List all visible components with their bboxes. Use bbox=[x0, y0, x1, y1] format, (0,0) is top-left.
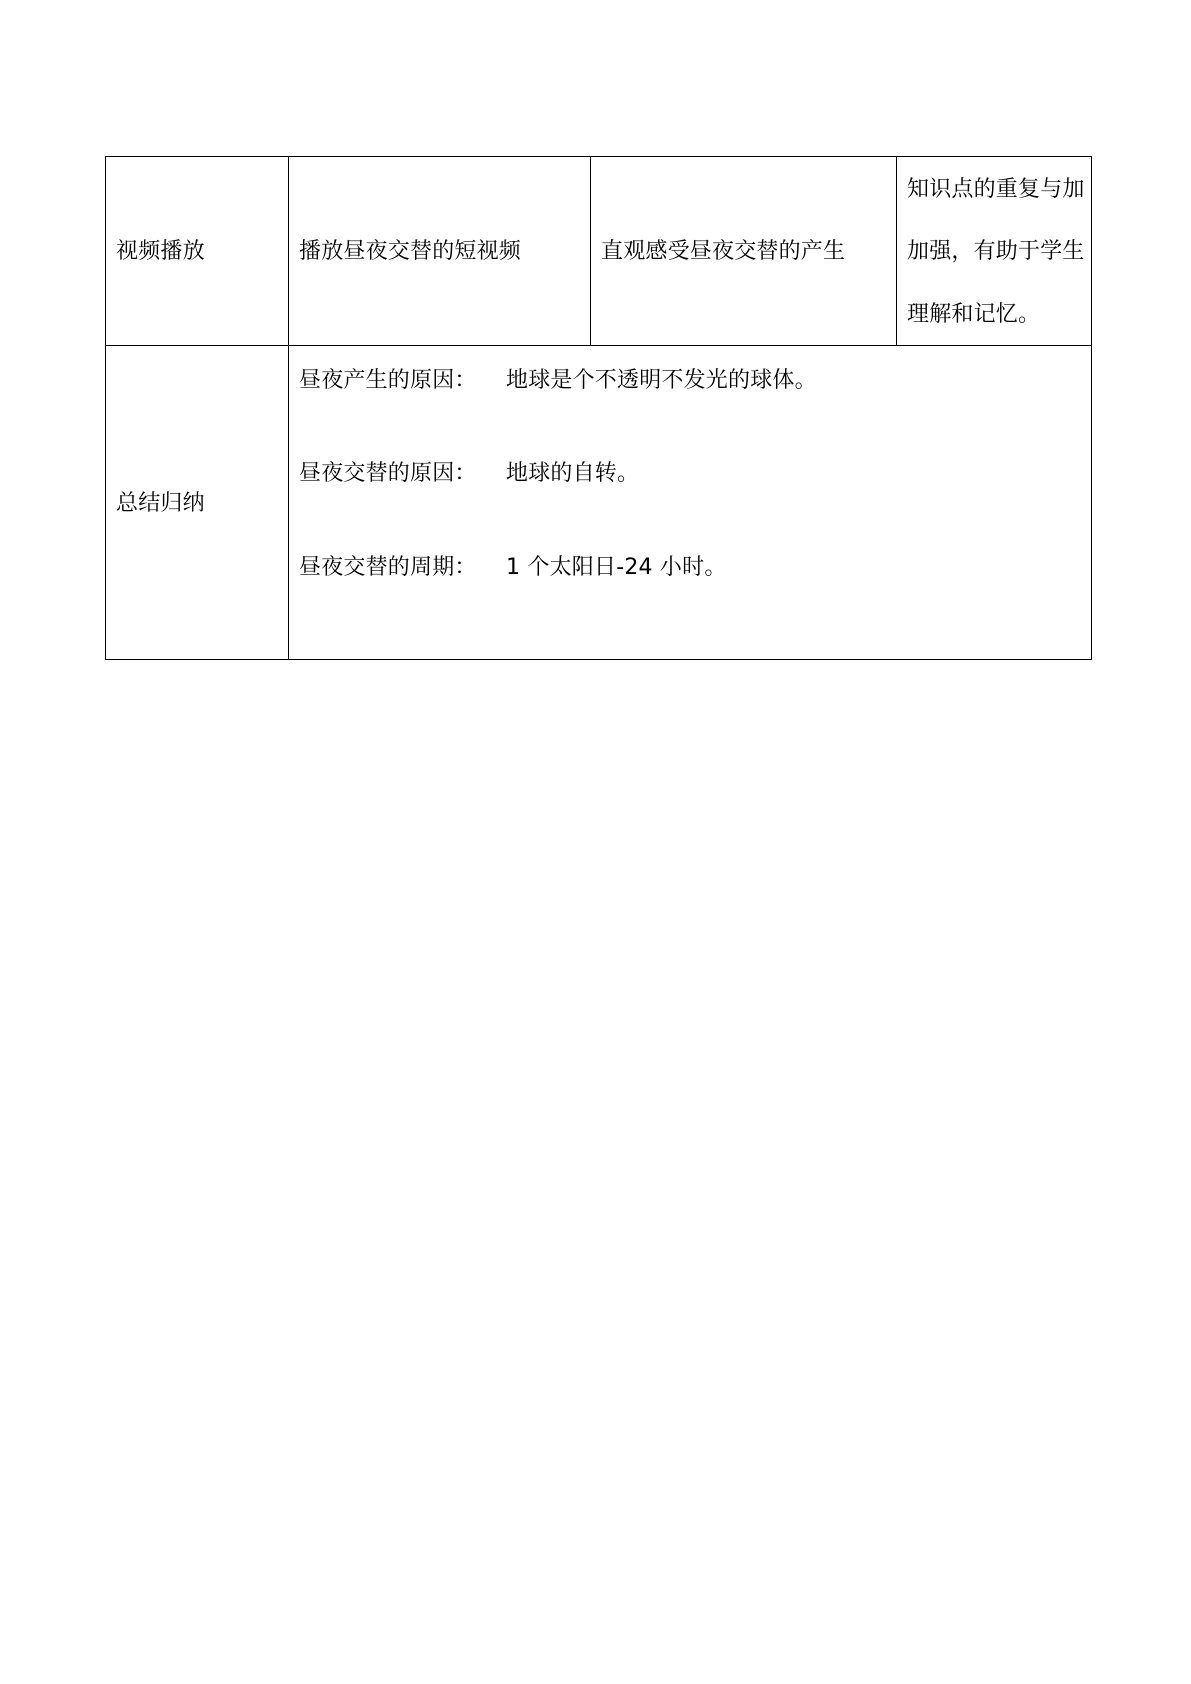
table-col1-divider bbox=[288, 156, 289, 660]
table-left-border bbox=[105, 156, 106, 660]
summary-line1-value: 地球是个不透明不发光的球体。 bbox=[506, 368, 817, 393]
row1-col3-text: 直观感受昼夜交替的产生 bbox=[601, 239, 846, 264]
row1-col2-text: 播放昼夜交替的短视频 bbox=[299, 239, 522, 264]
row1-col1-text: 视频播放 bbox=[116, 239, 205, 264]
summary-line3-value: 1 个太阳日-24 小时。 bbox=[506, 555, 727, 580]
table-top-border bbox=[105, 156, 1092, 157]
row1-col4-line2: 加强，有助于学生 bbox=[907, 239, 1085, 264]
summary-line2-value: 地球的自转。 bbox=[506, 461, 640, 486]
table-col3-divider bbox=[896, 156, 897, 346]
row2-col1-text: 总结归纳 bbox=[116, 491, 205, 516]
summary-line1-label: 昼夜产生的原因： bbox=[299, 368, 477, 393]
table-right-border bbox=[1091, 156, 1092, 660]
table-bottom-border bbox=[105, 659, 1092, 660]
row1-col4-line3: 理解和记忆。 bbox=[907, 302, 1041, 327]
summary-line3-label: 昼夜交替的周期： bbox=[299, 555, 477, 580]
row1-col4-line1: 知识点的重复与加 bbox=[907, 177, 1085, 202]
summary-line2-label: 昼夜交替的原因： bbox=[299, 461, 477, 486]
table-col2-divider bbox=[590, 156, 591, 346]
table-row-divider bbox=[105, 345, 1092, 346]
